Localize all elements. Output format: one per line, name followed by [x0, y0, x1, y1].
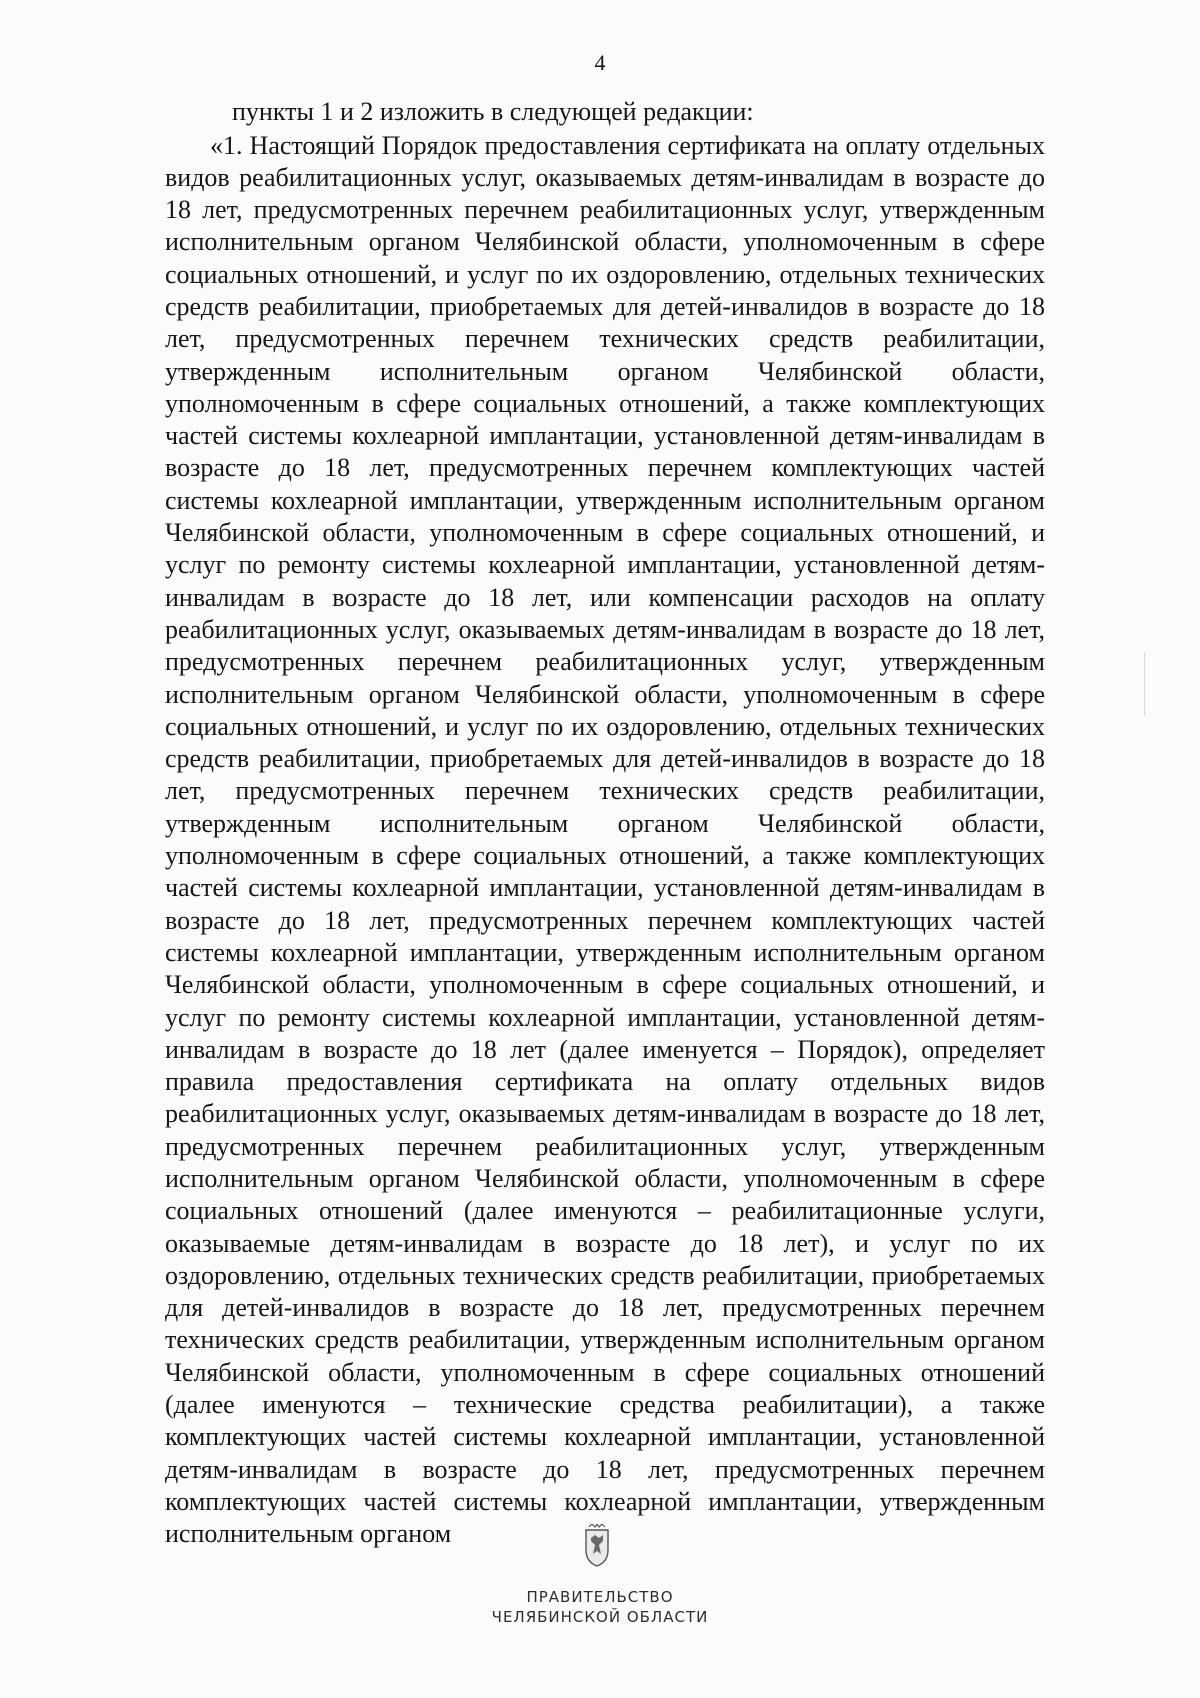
footer-line-1: ПРАВИТЕЛЬСТВО: [526, 1588, 674, 1606]
coat-of-arms-seal-icon: [582, 1524, 612, 1568]
scan-artifact-line: [1144, 652, 1145, 716]
footer-line-2: ЧЕЛЯБИНСКОЙ ОБЛАСТИ: [491, 1608, 709, 1626]
document-body: [165, 96, 1045, 1551]
page-number: 4: [594, 50, 606, 75]
paragraph-1: «1. Настоящий Порядок предоставления сертификата на оплату отдельных видов реабилитационных услуг, оказываемых детям-инвалидам в возрасте до 18 лет, предусмотренных перечнем реабилитационных услуг, утвержденным исполнительным органом Челябинской области, уполномоченным в сфере социальных отношений, и услуг по их оздоровлению, отдельных технических средств реабилитации, приобретаемых для детей-инвалидов в возрасте до 18 лет, предусмотренных перечнем технических средств реабилитации, утвержденным исполнительным органом Челябинской области, уполномоченным в сфере социальных отношений, а также комплектующих частей системы кохлеарной имплантации, установленной детям-инвалидам в возрасте до 18 лет, предусмотренных перечнем комплектующих частей системы кохлеарной имплантации, утвержденным исполнительным органом Челябинской области, уполномоченным в сфере социальных отношений, и услуг по ремонту системы кохлеарной имплантации, установленной детям-инвалидам в возрасте до 18 лет, или компенсации расходов на оплату реабилитационных услуг, оказываемых детям-инвалидам в возрасте до 18 лет, предусмотренных перечнем реабилитационных услуг, утвержденным исполнительным органом Челябинской области, уполномоченным в сфере социальных отношений, и услуг по их оздоровлению, отдельных технических средств реабилитации, приобретаемых для детей-инвалидов в возрасте до 18 лет, предусмотренных перечнем технических средств реабилитации, утвержденным исполнительным органом Челябинской области, уполномоченным в сфере социальных отношений, а также комплектующих частей системы кохлеарной имплантации, установленной детям-инвалидам в возрасте до 18 лет, предусмотренных перечнем комплектующих частей системы кохлеарной имплантации, утвержденным исполнительным органом Челябинской области, уполномоченным в сфере социальных отношений, и услуг по ремонту системы кохлеарной имплантации, установленной детям-инвалидам в возрасте до 18 лет (далее именуется – Порядок), определяет правила предоставления сертификата на оплату отдельных видов реабилитационных услуг, оказываемых детям-инвалидам в возрасте до 18 лет, предусмотренных перечнем реабилитационных услуг, утвержденным исполнительным органом Челябинской области, уполномоченным в сфере социальных отношений (далее именуются – реабилитационные услуги, оказываемые детям-инвалидам в возрасте до 18 лет), и услуг по их оздоровлению, отдельных технических средств реабилитации, приобретаемых для детей-инвалидов в возрасте до 18 лет, предусмотренных перечнем технических средств реабилитации, утвержденным исполнительным органом Челябинской области, уполномоченным в сфере социальных отношений (далее именуются – технические средства реабилитации), а также комплектующих частей системы кохлеарной имплантации, установленной детям-инвалидам в возрасте до 18 лет, предусмотренных перечнем комплектующих частей системы кохлеарной имплантации, утвержденным исполнительным органом: [165, 130, 1045, 1549]
footer-organization: [0, 1587, 1200, 1627]
lead-line: пункты 1 и 2 изложить в следующей редакции:: [232, 97, 754, 126]
